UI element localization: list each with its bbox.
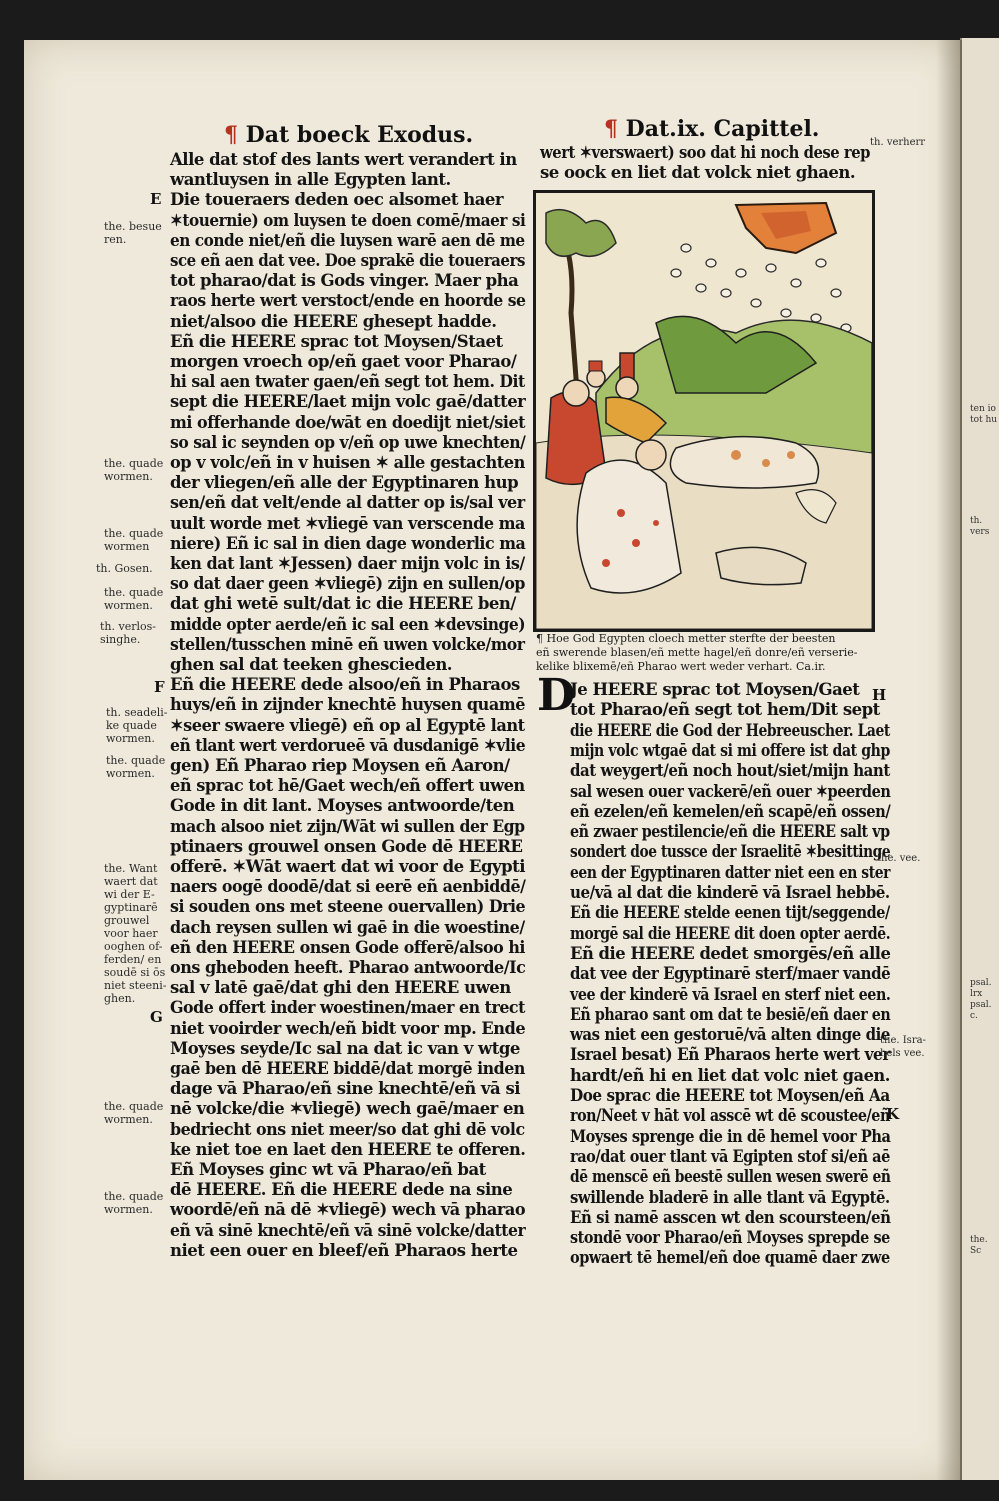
text-line: Je HEERE sprac tot Moysen/Gaet xyxy=(570,680,860,699)
text-line: dat ghi wetē sult/dat ic die HEERE ben/ xyxy=(170,594,516,614)
text-line: sal wesen ouer vackerē/eñ ouer ✶peerden xyxy=(570,781,891,801)
text-line: dē HEERE. Eñ die HEERE dede na sine xyxy=(170,1180,513,1200)
margin-letter: K xyxy=(886,1105,900,1123)
text-line: nē volcke/die ✶vliegē) wech gaē/maer en xyxy=(170,1099,525,1119)
text-line: mach alsoo niet zijn/Wāt wi sullen der Egp xyxy=(170,816,525,836)
text-line: sen/eñ dat velt/ende al datter op is/sal ver xyxy=(170,493,525,513)
right-running-title-text: Dat.ix. Capittel. xyxy=(625,116,820,142)
text-line: een der Egyptinaren datter niet een en ster xyxy=(570,862,891,882)
text-line: dat weygert/eñ noch hout/siet/mijn hant xyxy=(570,761,890,781)
left-text-column xyxy=(170,150,525,1260)
text-line: se oock en liet dat volck niet ghaen. xyxy=(540,163,856,182)
pilcrow-mark: ¶ xyxy=(224,122,238,148)
text-line: eñ ezelen/eñ kemelen/eñ scapē/eñ ossen/ xyxy=(570,801,891,821)
caption-line: eñ swerende blasen/eñ mette hagel/eñ donre/eñ verserie- xyxy=(536,646,858,659)
woodcut-caption xyxy=(536,632,876,674)
text-line: swillende bladerē in alle tlant vā Egyptē. xyxy=(570,1187,890,1207)
margin-note: the. vee. xyxy=(877,853,921,864)
text-line: uult worde met ✶vliegē van verscende ma xyxy=(170,513,525,533)
text-line: morgē sal die HEERE dit doen opter aerdē. xyxy=(570,923,891,943)
left-running-title-text: Dat boeck Exodus. xyxy=(245,122,474,148)
woodcut-image xyxy=(536,193,872,629)
text-line: Eñ si namē asscen wt den scoursteen/eñ xyxy=(570,1207,891,1227)
text-line: gaē ben dē HEERE biddē/dat morgē inden xyxy=(170,1059,525,1078)
text-line: Die toueraers deden oec alsomet haer xyxy=(170,190,504,210)
text-line: morgen vroech op/eñ gaet voor Pharao/ xyxy=(170,352,517,371)
text-line: Eñ die HEERE dede alsoo/eñ in Pharaos xyxy=(170,675,520,695)
margin-note: the. quade wormen. xyxy=(104,457,164,483)
margin-note: th. seadeli- ke quade wormen. xyxy=(106,706,168,745)
margin-letter: F xyxy=(154,678,165,696)
text-line: dat vee der Egyptinarē sterf/maer vandē xyxy=(570,964,891,984)
text-line: ons gheboden heeft. Pharao antwoorde/Ic xyxy=(170,958,526,977)
text-line: Moyses sprenge die in dē hemel voor Pha xyxy=(570,1126,891,1146)
text-line: eñ sprac tot hē/Gaet wech/eñ offert uwen xyxy=(170,776,525,796)
pilcrow-mark: ¶ xyxy=(604,116,618,142)
text-line: ghen sal dat teeken ghescieden. xyxy=(170,655,453,674)
text-line: huys/eñ in zijnder knechtē huysen quamē xyxy=(170,695,525,715)
text-line: naers oogē doodē/dat si eerē eñ aenbiddē/ xyxy=(170,877,526,897)
text-line: Eñ Moyses ginc wt vā Pharao/eñ bat xyxy=(170,1160,486,1179)
gutter-shadow xyxy=(936,40,962,1480)
text-line: ptinaers grouwel onsen Gode dē HEERE xyxy=(170,836,523,856)
margin-letter: H xyxy=(872,686,887,704)
text-line: woordē/eñ nā dē ✶vliegē) wech vā pharao xyxy=(170,1200,526,1220)
text-line: hi sal aen twater gaen/eñ segt tot hem. Dit xyxy=(170,372,525,392)
text-line: ✶touernie) om luysen te doen comē/maer si xyxy=(170,210,526,230)
margin-note: the. besue ren. xyxy=(104,220,162,246)
text-line: wert ✶verswaert) soo dat hi noch dese rep xyxy=(540,143,871,162)
next-page-note: th. vers xyxy=(970,516,990,537)
text-line: Eñ die HEERE stelde eenen tijt/seggende/ xyxy=(570,903,890,923)
left-running-title xyxy=(224,122,473,148)
text-line: rao/dat ouer tlant vā Egipten stof si/eñ aē xyxy=(570,1146,890,1166)
text-line: tot pharao/dat is Gods vinger. Maer pha xyxy=(170,271,519,291)
initial-capital: D xyxy=(537,670,576,721)
next-page-note: psal. lrx psal. c. xyxy=(970,978,992,1021)
text-line: stondē voor Pharao/eñ Moyses sprepde se xyxy=(570,1228,890,1248)
text-line: sal v latē gaē/dat ghi den HEERE uwen xyxy=(170,978,511,998)
text-line: Moyses seyde/Ic sal na dat ic van v wtge xyxy=(170,1038,520,1058)
text-line: eñ vā sinē knechtē/eñ vā sinē volcke/datter xyxy=(170,1220,526,1240)
text-line: Eñ die HEERE sprac tot Moysen/Staet xyxy=(170,331,503,351)
text-line: Doe sprac die HEERE tot Moysen/eñ Aa xyxy=(570,1086,890,1105)
text-line: die HEERE die God der Hebreeuscher. Laet xyxy=(570,720,890,740)
text-line: sce eñ aen dat vee. Doe sprakē die toueraers xyxy=(170,251,525,270)
text-line: en conde niet/eñ die luysen warē aen dē me xyxy=(170,230,525,250)
margin-note: the. quade wormen. xyxy=(106,754,166,780)
right-text-column xyxy=(570,680,890,1270)
text-line: Israel besat) Eñ Pharaos herte wert ver xyxy=(570,1045,890,1065)
next-page-note: the. Sc xyxy=(970,1235,988,1256)
text-line: niere) Eñ ic sal in dien dage wonderlic ma xyxy=(170,533,526,553)
text-line: sondert doe tussce der Israelitē ✶besittinge xyxy=(570,842,891,862)
text-line: gen) Eñ Pharao riep Moysen eñ Aaron/ xyxy=(170,756,510,775)
text-line: mijn volc wtgaē dat si mi offere ist dat ghp xyxy=(570,740,890,760)
text-line: dē menscē eñ beestē sullen wesen swerē eñ xyxy=(570,1167,891,1187)
text-line: Eñ pharao sant om dat te besiē/eñ daer en xyxy=(570,1004,891,1024)
text-line: sept die HEERE/laet mijn volc gaē/datter xyxy=(170,392,526,412)
margin-letter: G xyxy=(150,1008,163,1026)
text-line: ke niet toe en laet den HEERE te offeren. xyxy=(170,1139,526,1159)
text-line: eñ zwaer pestilencie/eñ die HEERE salt vp xyxy=(570,822,890,842)
text-line: eñ den HEERE onsen Gode offerē/alsoo hi xyxy=(170,937,526,957)
woodcut-illustration xyxy=(533,190,875,632)
text-line: Gode offert inder woestinen/maer en trect xyxy=(170,998,525,1018)
text-line: opwaert tē hemel/eñ doe quamē daer zwe xyxy=(570,1248,890,1268)
text-line: niet een ouer en bleef/eñ Pharaos herte xyxy=(170,1240,518,1260)
text-line: niet/alsoo die HEERE ghesept hadde. xyxy=(170,311,497,331)
text-line: vee der kinderē vā Israel en sterf niet een. xyxy=(570,984,891,1004)
text-line: Gode in dit lant. Moyses antwoorde/ten xyxy=(170,796,515,816)
text-line: dach reysen sullen wi gaē in die woestine/ xyxy=(170,917,525,937)
text-line: ue/vā al dat die kinderē vā Israel hebbē. xyxy=(570,883,890,902)
caption-line: ¶ Hoe God Egypten cloech metter sterfte der beesten xyxy=(536,632,836,645)
right-running-title xyxy=(604,116,819,142)
text-line: si souden ons met steene ouervallen) Drie xyxy=(170,897,526,917)
text-line: niet vooirder wech/eñ bidt voor mp. Ende xyxy=(170,1018,526,1038)
text-line: ken dat lant ✶Jessen) daer mijn volc in is/ xyxy=(170,554,525,573)
margin-letter: E xyxy=(150,190,162,208)
margin-note: the. quade wormen. xyxy=(104,586,164,612)
margin-note: th. Gosen. xyxy=(96,562,153,575)
text-line: stellen/tusschen minē eñ uwen volcke/mor xyxy=(170,634,525,654)
text-line: midde opter aerde/eñ ic sal een ✶devsinge) xyxy=(170,614,526,634)
text-line: ✶seer swaere vliegē) eñ op al Egyptē lant xyxy=(170,715,525,735)
text-line: dage vā Pharao/eñ sine knechtē/eñ vā si xyxy=(170,1079,521,1099)
text-line: der vliegen/eñ alle der Egyptinaren hup xyxy=(170,473,519,493)
text-line: bedriecht ons niet meer/so dat ghi dē volc xyxy=(170,1119,525,1139)
text-line: offerē. ✶Wāt waert dat wi voor de Egypti xyxy=(170,857,525,876)
text-line: raos herte wert verstoct/ende en hoorde se xyxy=(170,291,526,311)
text-line: hardt/eñ hi en liet dat volc niet gaen. xyxy=(570,1065,890,1085)
margin-note: the. quade wormen. xyxy=(104,1100,164,1126)
text-line: so dat daer geen ✶vliegē) zijn en sullen/op xyxy=(170,574,525,594)
text-line: tot Pharao/eñ segt tot hem/Dit sept xyxy=(570,700,880,720)
caption-line: kelike blixemē/eñ Pharao wert weder verhart. Ca.ir. xyxy=(536,660,826,673)
text-line: op v volc/eñ in v huisen ✶ alle gestachten xyxy=(170,453,525,472)
right-text-column-top xyxy=(540,143,870,187)
margin-note: the. Isra- hels vee. xyxy=(880,1035,926,1059)
margin-note: th. verlos- singhe. xyxy=(100,620,156,646)
margin-note: the. quade wormen xyxy=(104,527,164,553)
text-line: mi offerhande doe/wāt en doedijt niet/siet xyxy=(170,412,526,432)
text-line: wantluysen in alle Egypten lant. xyxy=(170,170,451,190)
margin-note: the. Want waert dat wi der E- gyptinarē grouwel voor haer ooghen of- ferden/ en soudē si ōs niet steeni- ghen. xyxy=(104,862,167,1005)
text-line: ron/Neet v hāt vol asscē wt dē scoustee/eñ xyxy=(570,1106,890,1126)
text-line: Eñ die HEERE dedet smorgēs/eñ alle xyxy=(570,943,891,963)
text-line: eñ tlant wert verdorueē vā dusdanigē ✶vlie xyxy=(170,735,526,755)
next-page-edge xyxy=(960,38,999,1480)
text-line: so sal ic seynden op v/eñ op uwe knechten/ xyxy=(170,432,526,452)
margin-note: the. quade wormen. xyxy=(104,1190,164,1216)
margin-note: th. verherr xyxy=(870,137,926,148)
text-line: was niet een gestoruē/vā alten dinge die xyxy=(570,1025,890,1045)
next-page-note: ten io tot hu xyxy=(970,404,998,425)
text-line: Alle dat stof des lants wert verandert in xyxy=(170,150,517,169)
